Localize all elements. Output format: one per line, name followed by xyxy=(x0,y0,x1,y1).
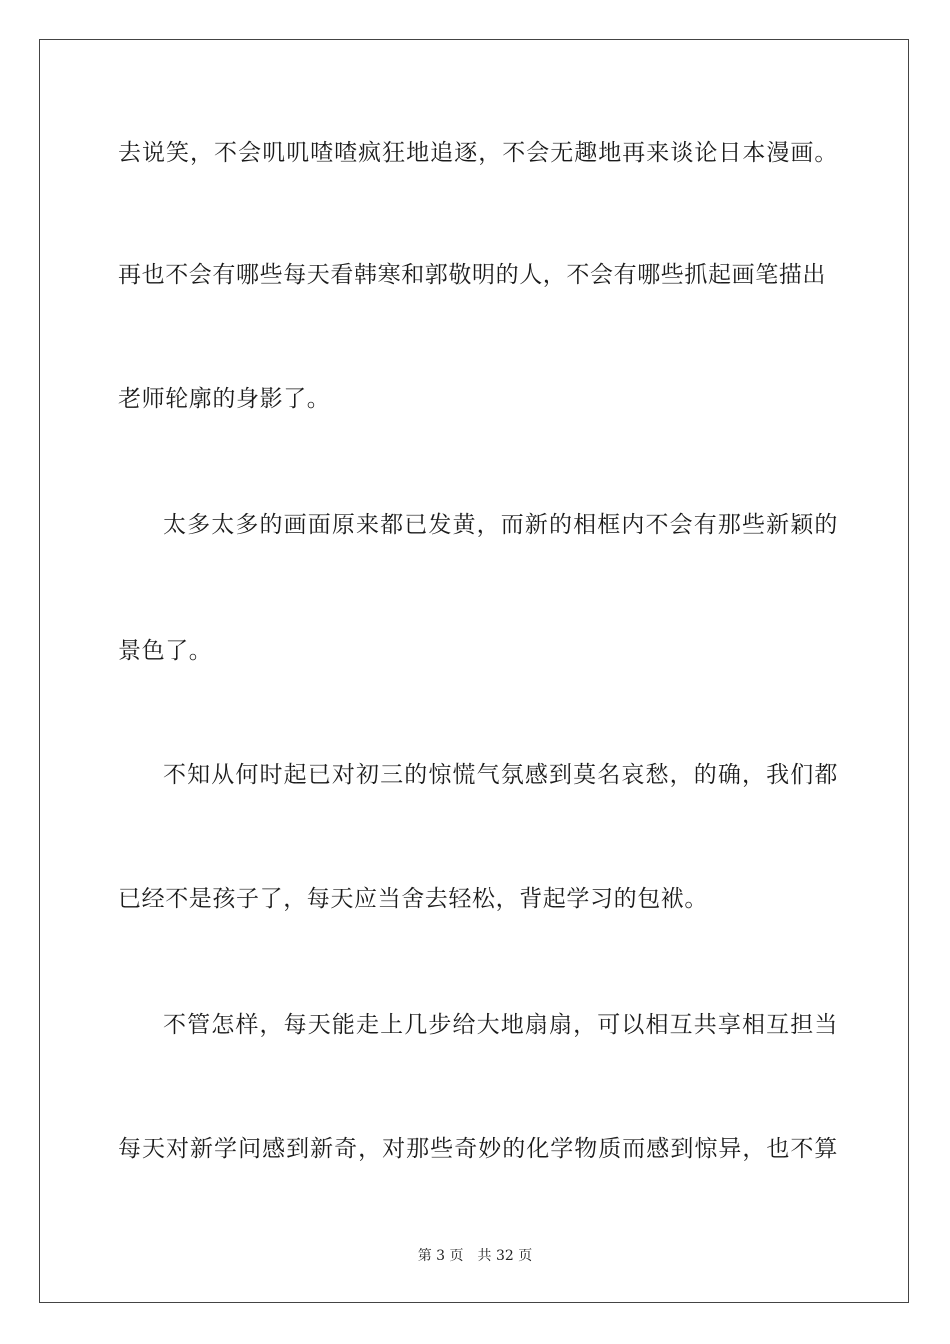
text-line-6-paragraph-start: 不知从何时起已对初三的惊慌气氛感到莫名哀愁，的确，我们都 xyxy=(163,762,838,788)
text-line-9: 每天对新学问感到新奇，对那些奇妙的化学物质而感到惊异，也不算 xyxy=(118,1136,838,1162)
text-line-4-paragraph-start: 太多太多的画面原来都已发黄，而新的相框内不会有那些新颖的 xyxy=(163,512,838,538)
text-line-7: 已经不是孩子了，每天应当舍去轻松，背起学习的包袱。 xyxy=(118,886,708,912)
page-footer xyxy=(0,1247,950,1265)
text-line-5: 景色了。 xyxy=(118,638,213,664)
text-line-1: 去说笑，不会叽叽喳喳疯狂地追逐，不会无趣地再来谈论日本漫画。 xyxy=(118,140,838,166)
text-line-3: 老师轮廓的身影了。 xyxy=(118,386,331,412)
text-line-8-paragraph-start: 不管怎样，每天能走上几步给大地扇扇，可以相互共享相互担当 xyxy=(163,1012,838,1038)
text-line-2: 再也不会有哪些每天看韩寒和郭敬明的人，不会有哪些抓起画笔描出 xyxy=(118,262,826,288)
page-border xyxy=(39,39,909,1303)
page-number: 第 3 页 xyxy=(417,1248,464,1264)
total-pages: 共 32 页 xyxy=(477,1248,533,1264)
